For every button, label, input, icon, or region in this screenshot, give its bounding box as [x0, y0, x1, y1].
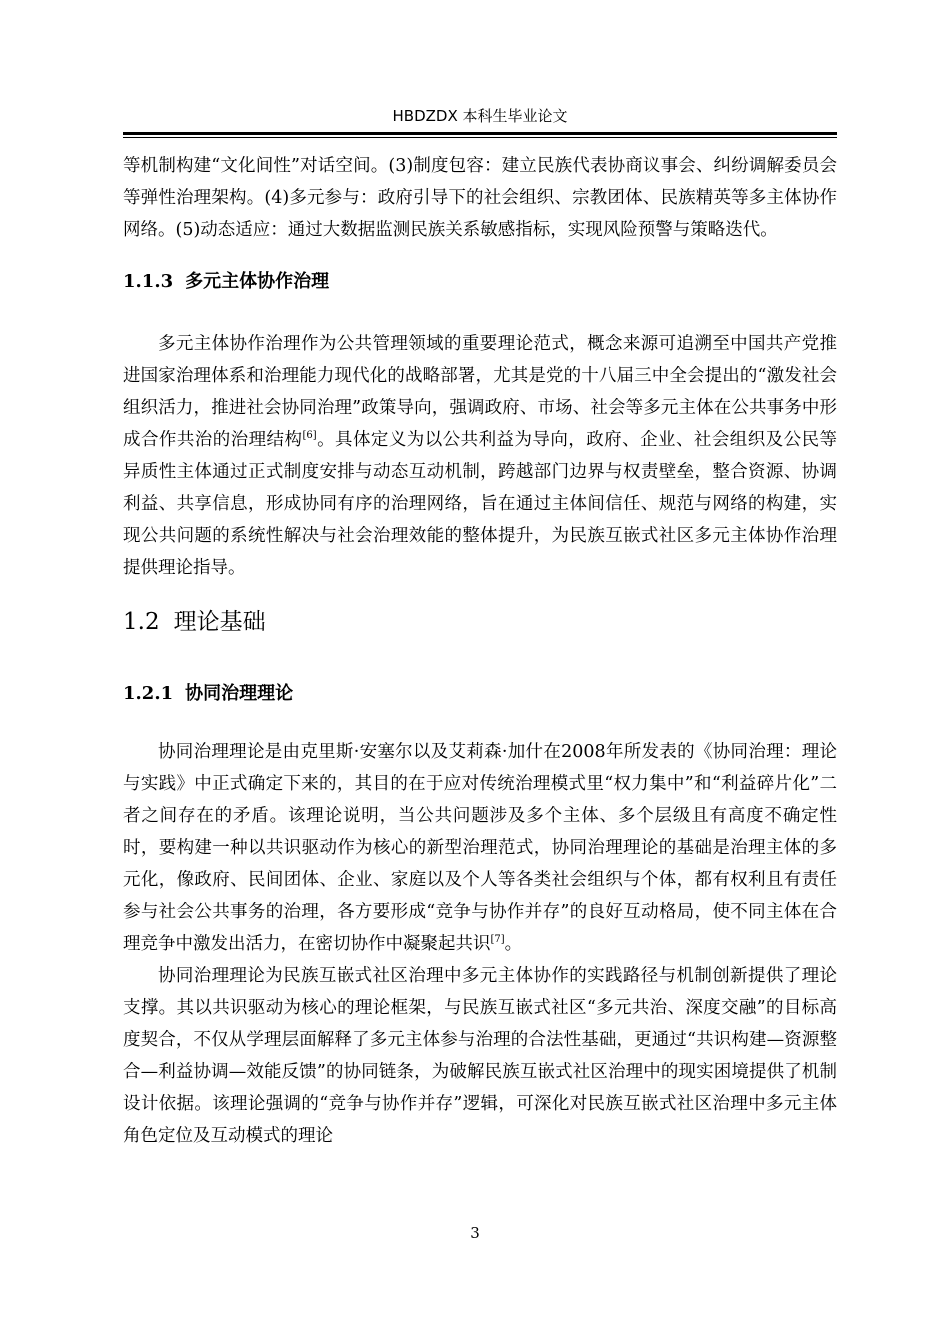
section-number: 1.2: [123, 609, 160, 635]
paragraph-collaborative-governance: [123, 328, 837, 584]
section-number: 1.1.3: [123, 271, 174, 292]
paragraph-text: 。: [504, 934, 523, 954]
section-heading-1-2: [123, 604, 837, 640]
paragraph-theory-origin: [123, 736, 837, 960]
paragraph-text: 多元主体协作治理作为公共管理领域的重要理论范式，概念来源可追溯至中国共产党推进国家治理体系和治理能力现代化的战略部署，尤其是党的十八届三中全会提出的“激发社会组织活力，推进社会协同治理”政策导向，强调政府、市场、社会等多元主体在公共事务中形成合作共治的治理结构: [123, 334, 837, 450]
header-rule-thin: [123, 137, 837, 138]
section-number: 1.2.1: [123, 683, 174, 704]
citation-7: [7]: [490, 934, 505, 946]
paragraph-text: 。具体定义为以公共利益为导向，政府、企业、社会组织及公民等异质性主体通过正式制度安排与动态互动机制，跨越部门边界与权责壁垒，整合资源、协调利益、共享信息，形成协同有序的治理网络，旨在通过主体间信任、规范与网络的构建，实现公共问题的系统性解决与社会治理效能的整体提升，为民族互嵌式社区多元主体协作治理提供理论指导。: [123, 430, 838, 578]
continued-paragraph: 等机制构建“文化间性”对话空间。(3)制度包容：建立民族代表协商议事会、纠纷调解委员会等弹性治理架构。(4)多元参与：政府引导下的社会组织、宗教团体、民族精英等多主体协作网络。(5)动态适应：通过大数据监测民族关系敏感指标，实现风险预警与策略迭代。: [123, 156, 837, 240]
paragraph-text: 协同治理理论是由克里斯·安塞尔以及艾莉森·加什在2008年所发表的《协同治理：理论与实践》中正式确定下来的，其目的在于应对传统治理模式里“权力集中”和“利益碎片化”二者之间存在的矛盾。该理论说明，当公共问题涉及多个主体、多个层级且有高度不确定性时，要构建一种以共识驱动作为核心的新型治理范式，协同治理理论的基础是治理主体的多元化，像政府、民间团体、企业、家庭以及个人等各类社会组织与个体，都有权利且有责任参与社会公共事务的治理，各方要形成“竞争与协作并存”的良好互动格局，使不同主体在合理竞争中激发出活力，在密切协作中凝聚起共识: [123, 742, 837, 954]
page-body: [123, 150, 837, 1152]
section-title: 协同治理理论: [185, 683, 294, 704]
section-title: 理论基础: [173, 609, 266, 635]
section-title: 多元主体协作治理: [185, 271, 330, 292]
paragraph-theory-application: 协同治理理论为民族互嵌式社区治理中多元主体协作的实践路径与机制创新提供了理论支撑。其以共识驱动为核心的理论框架，与民族互嵌式社区“多元共治、深度交融”的目标高度契合，不仅从学理层面解释了多元主体参与治理的合法性基础，更通过“共识构建—资源整合—利益协调—效能反馈”的协同链条，为破解民族互嵌式社区治理中的现实困境提供了机制设计依据。该理论强调的“竞争与协作并存”逻辑，可深化对民族互嵌式社区治理中多元主体角色定位及互动模式的理论: [123, 966, 837, 1146]
page-number: 3: [470, 1224, 480, 1242]
section-heading-1-1-3: [123, 266, 837, 298]
header-rule-thick: [123, 132, 837, 135]
section-heading-1-2-1: [123, 678, 837, 710]
running-header: HBDZDX 本科生毕业论文: [392, 107, 568, 125]
citation-6: [6]: [302, 430, 317, 442]
